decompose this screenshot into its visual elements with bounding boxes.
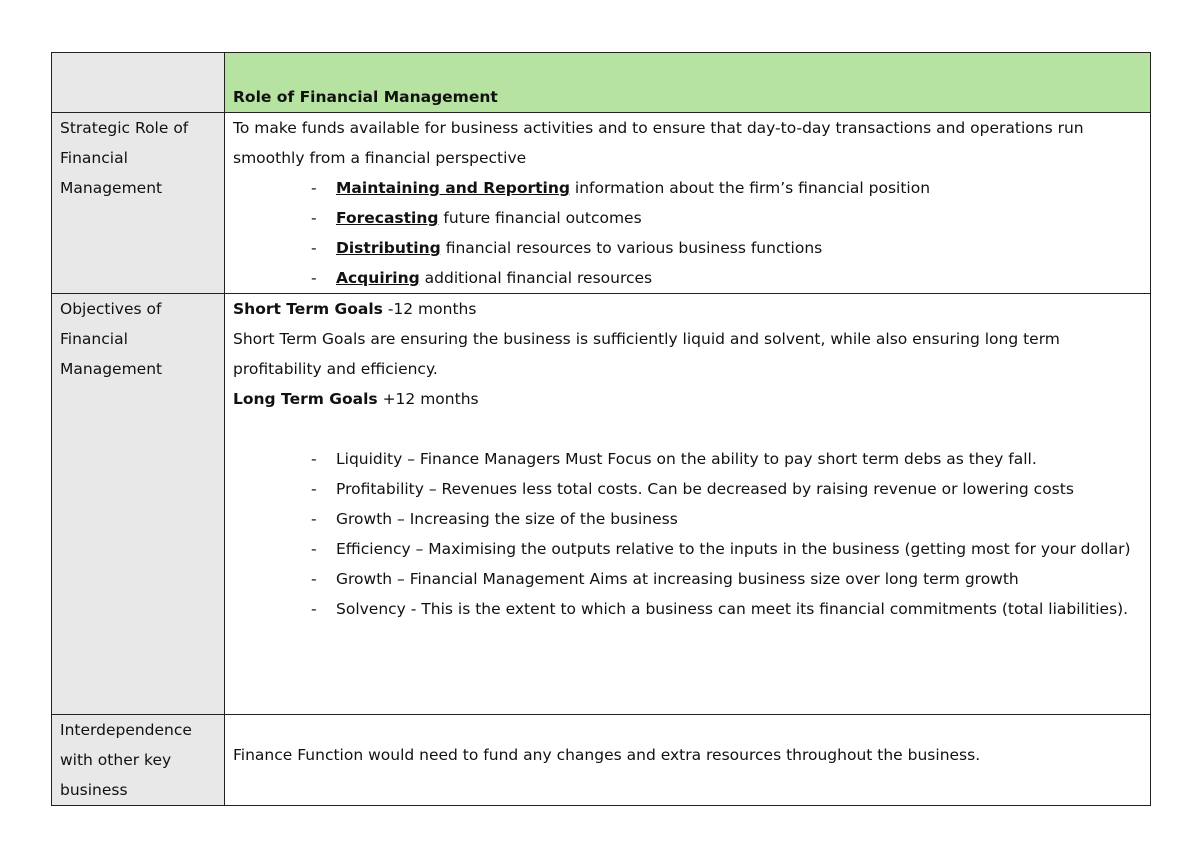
list-item [311, 263, 1142, 293]
short-term-suffix: -12 months [382, 300, 477, 318]
list-term: Forecasting [336, 209, 439, 227]
list-text: Growth – Increasing the size of the business [336, 510, 678, 528]
interdependence-label [52, 715, 225, 806]
list-term: Distributing [336, 239, 441, 257]
list-text: financial resources to various business functions [440, 239, 823, 257]
objectives-list [233, 444, 1142, 624]
dash-bullet: - [311, 510, 317, 528]
dash-bullet: - [311, 540, 317, 558]
blank-line [233, 414, 1142, 444]
interdependence-row [52, 715, 1151, 806]
dash-bullet: - [311, 480, 317, 498]
dash-bullet: - [311, 269, 317, 287]
table-title: Role of Financial Management [225, 53, 1151, 113]
list-item [311, 504, 1142, 534]
strategic-role-content [225, 113, 1151, 294]
dash-bullet: - [311, 570, 317, 588]
label-line: with other key [60, 751, 172, 769]
list-text: information about the firm’s financial position [569, 179, 931, 197]
role-of-financial-management-table [51, 52, 1151, 806]
label-line: Strategic Role of [60, 119, 189, 137]
list-item [311, 233, 1142, 263]
list-item [311, 594, 1142, 624]
strategic-role-label [52, 113, 225, 294]
label-line: Financial [60, 149, 128, 167]
list-term: Maintaining and Reporting [336, 179, 570, 197]
label-line: Management [60, 179, 163, 197]
list-item [311, 444, 1142, 474]
dash-bullet: - [311, 450, 317, 468]
list-text: Efficiency – Maximising the outputs relative to the inputs in the business (getting most for your dollar) [336, 540, 1131, 558]
list-item [311, 173, 1142, 203]
list-item [311, 203, 1142, 233]
list-item [311, 474, 1142, 504]
label-line: Objectives of [60, 300, 162, 318]
short-term-title: Short Term Goals [233, 300, 383, 318]
label-line: Financial [60, 330, 128, 348]
strategic-list [233, 173, 1142, 293]
list-item [311, 564, 1142, 594]
list-text: Profitability – Revenues less total costs. Can be decreased by raising revenue or lowering costs [336, 480, 1074, 498]
long-term-suffix: +12 months [377, 390, 479, 408]
label-line: business [60, 781, 128, 799]
label-line: Management [60, 360, 163, 378]
long-term-heading [233, 384, 1142, 414]
list-text: Liquidity – Finance Managers Must Focus on the ability to pay short term debs as they fall. [336, 450, 1037, 468]
list-text: additional financial resources [419, 269, 653, 287]
objectives-label [52, 294, 225, 715]
long-term-title: Long Term Goals [233, 390, 378, 408]
objectives-row [52, 294, 1151, 715]
label-line: Interdependence [60, 721, 192, 739]
objectives-content [225, 294, 1151, 715]
list-text: future financial outcomes [438, 209, 642, 227]
short-term-description: Short Term Goals are ensuring the business is sufficiently liquid and solvent, while also ensuring long term profitability and efficiency. [233, 330, 1060, 378]
table-header-row [52, 53, 1151, 113]
interdependence-text: Finance Function would need to fund any changes and extra resources throughout the business. [233, 746, 981, 764]
interdependence-content [225, 715, 1151, 806]
dash-bullet: - [311, 209, 317, 227]
header-left-cell [52, 53, 225, 113]
list-term: Acquiring [336, 269, 420, 287]
strategic-intro: To make funds available for business activities and to ensure that day-to-day transactions and operations run smoothly from a financial perspective [233, 119, 1084, 167]
dash-bullet: - [311, 179, 317, 197]
dash-bullet: - [311, 239, 317, 257]
strategic-role-row [52, 113, 1151, 294]
dash-bullet: - [311, 600, 317, 618]
list-text: Solvency - This is the extent to which a business can meet its financial commitments (total liabilities). [336, 600, 1129, 618]
short-term-heading [233, 294, 1142, 324]
list-item [311, 534, 1142, 564]
list-text: Growth – Financial Management Aims at increasing business size over long term growth [336, 570, 1019, 588]
